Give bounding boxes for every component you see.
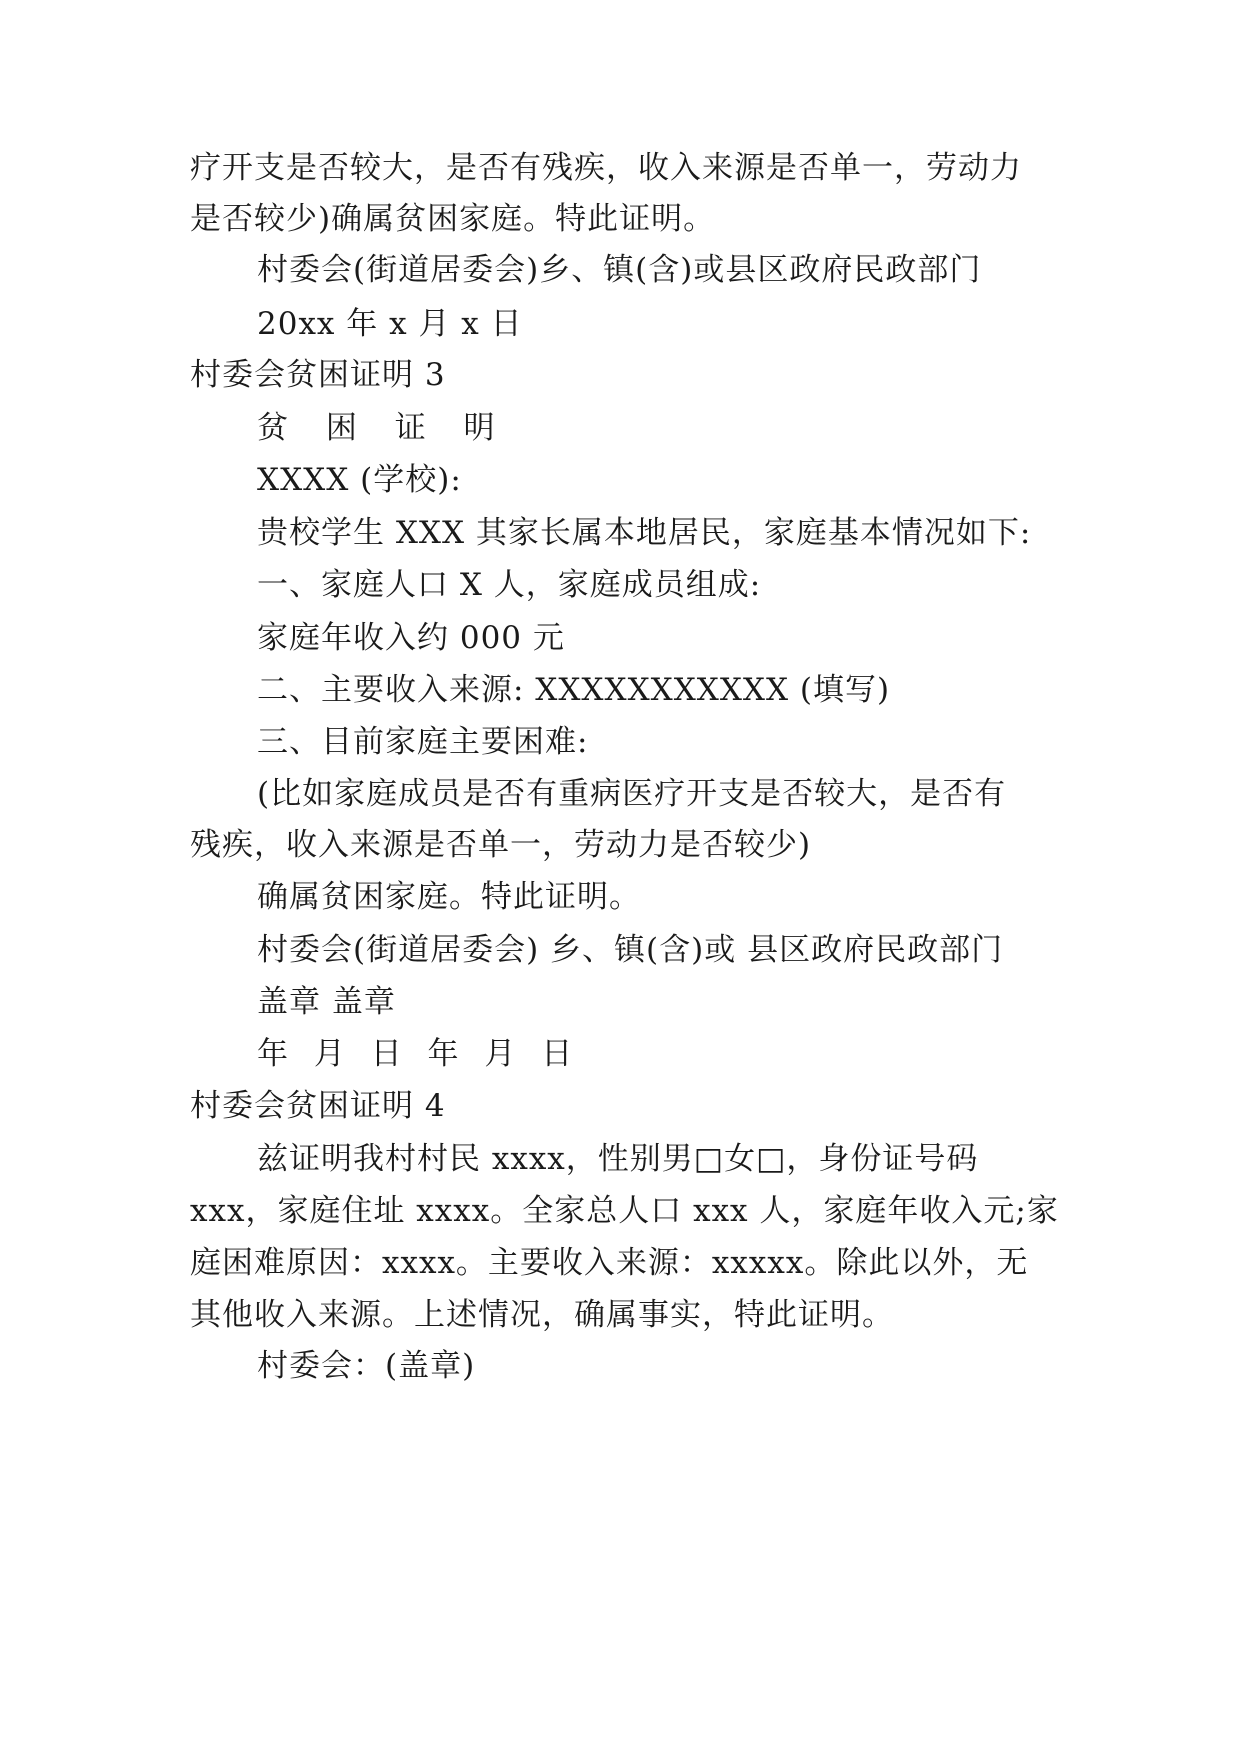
section-heading: 村委会贫困证明 3: [190, 357, 446, 393]
date-line: 年 月 日 年 月 日: [257, 1036, 581, 1072]
certificate-title: 贫 困 证 明: [257, 410, 509, 446]
paragraph-line: 庭困难原因：xxxx。主要收入来源：xxxxx。除此以外，无: [190, 1245, 1029, 1281]
date-line: 20xx 年 x 月 x 日: [257, 306, 523, 342]
paragraph-line: 残疾，收入来源是否单一，劳动力是否较少): [190, 827, 812, 863]
paragraph-line: 一、家庭人口 X 人，家庭成员组成:: [257, 567, 762, 603]
paragraph-line: 三、目前家庭主要困难:: [257, 724, 589, 760]
addressee-line: XXXX (学校):: [257, 462, 462, 498]
paragraph-line: 疗开支是否较大，是否有残疾，收入来源是否单一，劳动力: [190, 150, 1022, 186]
paragraph-line: 其他收入来源。上述情况，确属事实，特此证明。: [190, 1297, 894, 1333]
seal-line: 盖章 盖章: [257, 984, 396, 1020]
paragraph-line: 兹证明我村村民 xxxx，性别男□女□，身份证号码: [257, 1141, 979, 1177]
signature-line: 村委会(街道居委会)乡、镇(含)或县区政府民政部门: [257, 252, 982, 288]
paragraph-line: 贵校学生 XXX 其家长属本地居民，家庭基本情况如下:: [257, 515, 1032, 551]
signature-line: 村委会(街道居委会) 乡、镇(含)或 县区政府民政部门: [257, 932, 1004, 968]
paragraph-line: 家庭年收入约 000 元: [257, 620, 565, 656]
paragraph-line: 二、主要收入来源: XXXXXXXXXXX (填写): [257, 672, 891, 708]
seal-line: 村委会：(盖章): [257, 1348, 476, 1384]
paragraph-line: xxx，家庭住址 xxxx。全家总人口 xxx 人，家庭年收入元;家: [190, 1193, 1059, 1229]
section-heading: 村委会贫困证明 4: [190, 1088, 446, 1124]
paragraph-line: (比如家庭成员是否有重病医疗开支是否较大，是否有: [257, 776, 1007, 812]
paragraph-line: 是否较少)确属贫困家庭。特此证明。: [190, 201, 716, 237]
paragraph-line: 确属贫困家庭。特此证明。: [257, 879, 641, 915]
